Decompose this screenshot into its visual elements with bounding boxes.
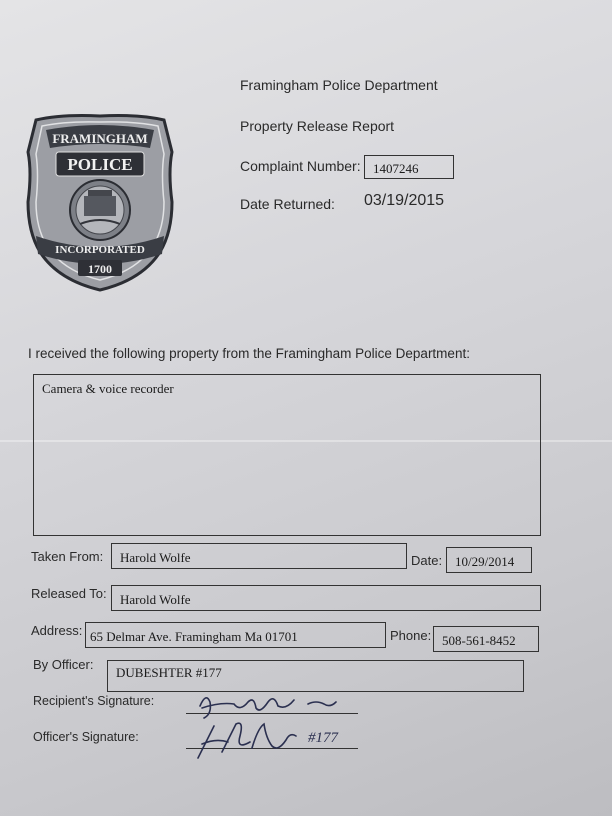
complaint-number-value: 1407246 bbox=[373, 161, 419, 176]
date-label: Date: bbox=[411, 553, 443, 568]
badge-bottom-text: INCORPORATED bbox=[55, 244, 145, 256]
phone-label: Phone: bbox=[390, 628, 432, 643]
by-officer-label: By Officer: bbox=[33, 657, 94, 672]
police-badge-seal bbox=[22, 112, 178, 292]
taken-from-value: Harold Wolfe bbox=[120, 550, 191, 565]
officer-signature-label: Officer's Signature: bbox=[33, 730, 139, 744]
by-officer-value: DUBESHTER #177 bbox=[116, 665, 222, 680]
badge-top-text: FRAMINGHAM bbox=[52, 131, 148, 146]
badge-year: 1700 bbox=[88, 262, 112, 276]
date-returned-value: 03/19/2015 bbox=[364, 192, 445, 209]
officer-signature bbox=[192, 718, 312, 762]
department-title: Framingham Police Department bbox=[240, 77, 438, 93]
report-title: Property Release Report bbox=[240, 118, 395, 134]
date-field bbox=[446, 547, 532, 573]
badge-center-text: POLICE bbox=[67, 155, 133, 174]
address-field bbox=[85, 622, 386, 648]
date-returned-label: Date Returned: bbox=[240, 196, 335, 212]
complaint-number-label: Complaint Number: bbox=[240, 158, 361, 174]
taken-from-label: Taken From: bbox=[31, 549, 104, 564]
phone-field bbox=[433, 626, 539, 652]
released-to-field bbox=[111, 585, 541, 611]
date-value: 10/29/2014 bbox=[455, 554, 515, 569]
released-to-label: Released To: bbox=[31, 586, 107, 601]
taken-from-field bbox=[111, 543, 407, 569]
complaint-number-field bbox=[364, 155, 454, 179]
address-value: 65 Delmar Ave. Framingham Ma 01701 bbox=[90, 629, 298, 644]
released-to-value: Harold Wolfe bbox=[120, 592, 191, 607]
statement-text: I received the following property from the Framingham Police Department: bbox=[28, 346, 470, 361]
recipient-signature-label: Recipient's Signature: bbox=[33, 694, 155, 708]
phone-value: 508-561-8452 bbox=[442, 633, 516, 648]
property-description-text: Camera & voice recorder bbox=[42, 381, 174, 396]
address-label: Address: bbox=[31, 623, 83, 638]
officer-signature-badge-number: #177 bbox=[308, 730, 338, 746]
property-description-box bbox=[33, 374, 541, 536]
recipient-signature bbox=[190, 688, 340, 722]
